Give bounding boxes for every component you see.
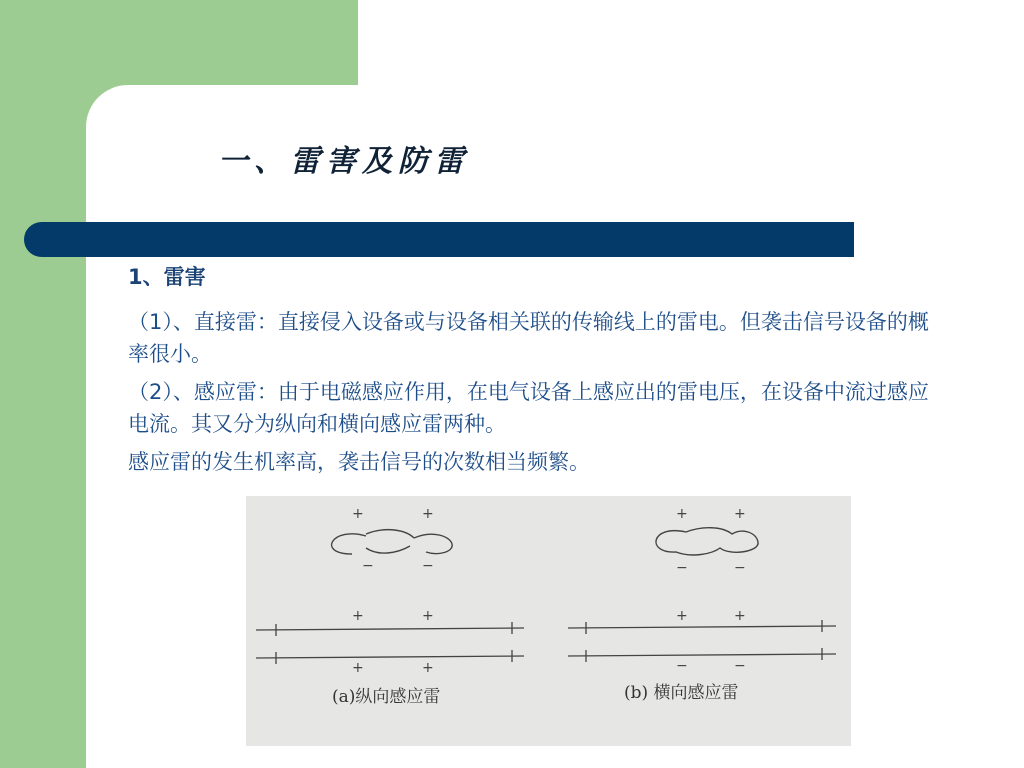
paragraph-direct-lightning: （1）、直接雷：直接侵入设备或与设备相关联的传输线上的雷电。但袭击信号设备的概率很小。: [128, 310, 929, 366]
cloud-b-minus-left: −: [676, 560, 688, 576]
line-b-bottom-minus-left: −: [676, 658, 688, 674]
figure-diagram: [246, 496, 851, 746]
line-b-top-plus-right: +: [734, 608, 746, 624]
paragraph-induced-lightning: （2）、感应雷：由于电磁感应作用，在电气设备上感应出的雷电压，在设备中流过感应电流。其又分为纵向和横向感应雷两种。: [128, 380, 929, 436]
caption-transverse: (b) 横向感应雷: [624, 683, 739, 703]
cloud-b: [656, 528, 758, 555]
line-a-top-plus-left: +: [352, 608, 364, 624]
line-b-bottom-minus-right: −: [734, 658, 746, 674]
line-a-top-plus-right: +: [422, 608, 434, 624]
line-a-bottom-plus-left: +: [352, 660, 364, 676]
cloud-b-plus-right: +: [734, 506, 746, 522]
section-heading: 1、雷害: [128, 265, 206, 289]
line-b-top-plus-left: +: [676, 608, 688, 624]
caption-longitudinal: (a)纵向感应雷: [332, 687, 441, 707]
title-divider-bar: [24, 222, 854, 257]
slide-body: [128, 262, 948, 484]
slide-title: 一、雷害及防雷: [218, 144, 470, 179]
cloud-a: [332, 530, 453, 554]
induced-lightning-figure: [246, 496, 851, 746]
lines-b: [568, 620, 836, 662]
paragraph-induced-frequency: 感应雷的发生机率高，袭击信号的次数相当频繁。: [128, 450, 590, 474]
cloud-a-plus-right: +: [422, 506, 434, 522]
cloud-a-minus-left: −: [362, 558, 374, 574]
cloud-b-plus-left: +: [676, 506, 688, 522]
cloud-a-plus-left: +: [352, 506, 364, 522]
cloud-b-minus-right: −: [734, 560, 746, 576]
lines-a: [256, 622, 524, 664]
line-a-bottom-plus-right: +: [422, 660, 434, 676]
cloud-a-minus-right: −: [422, 558, 434, 574]
